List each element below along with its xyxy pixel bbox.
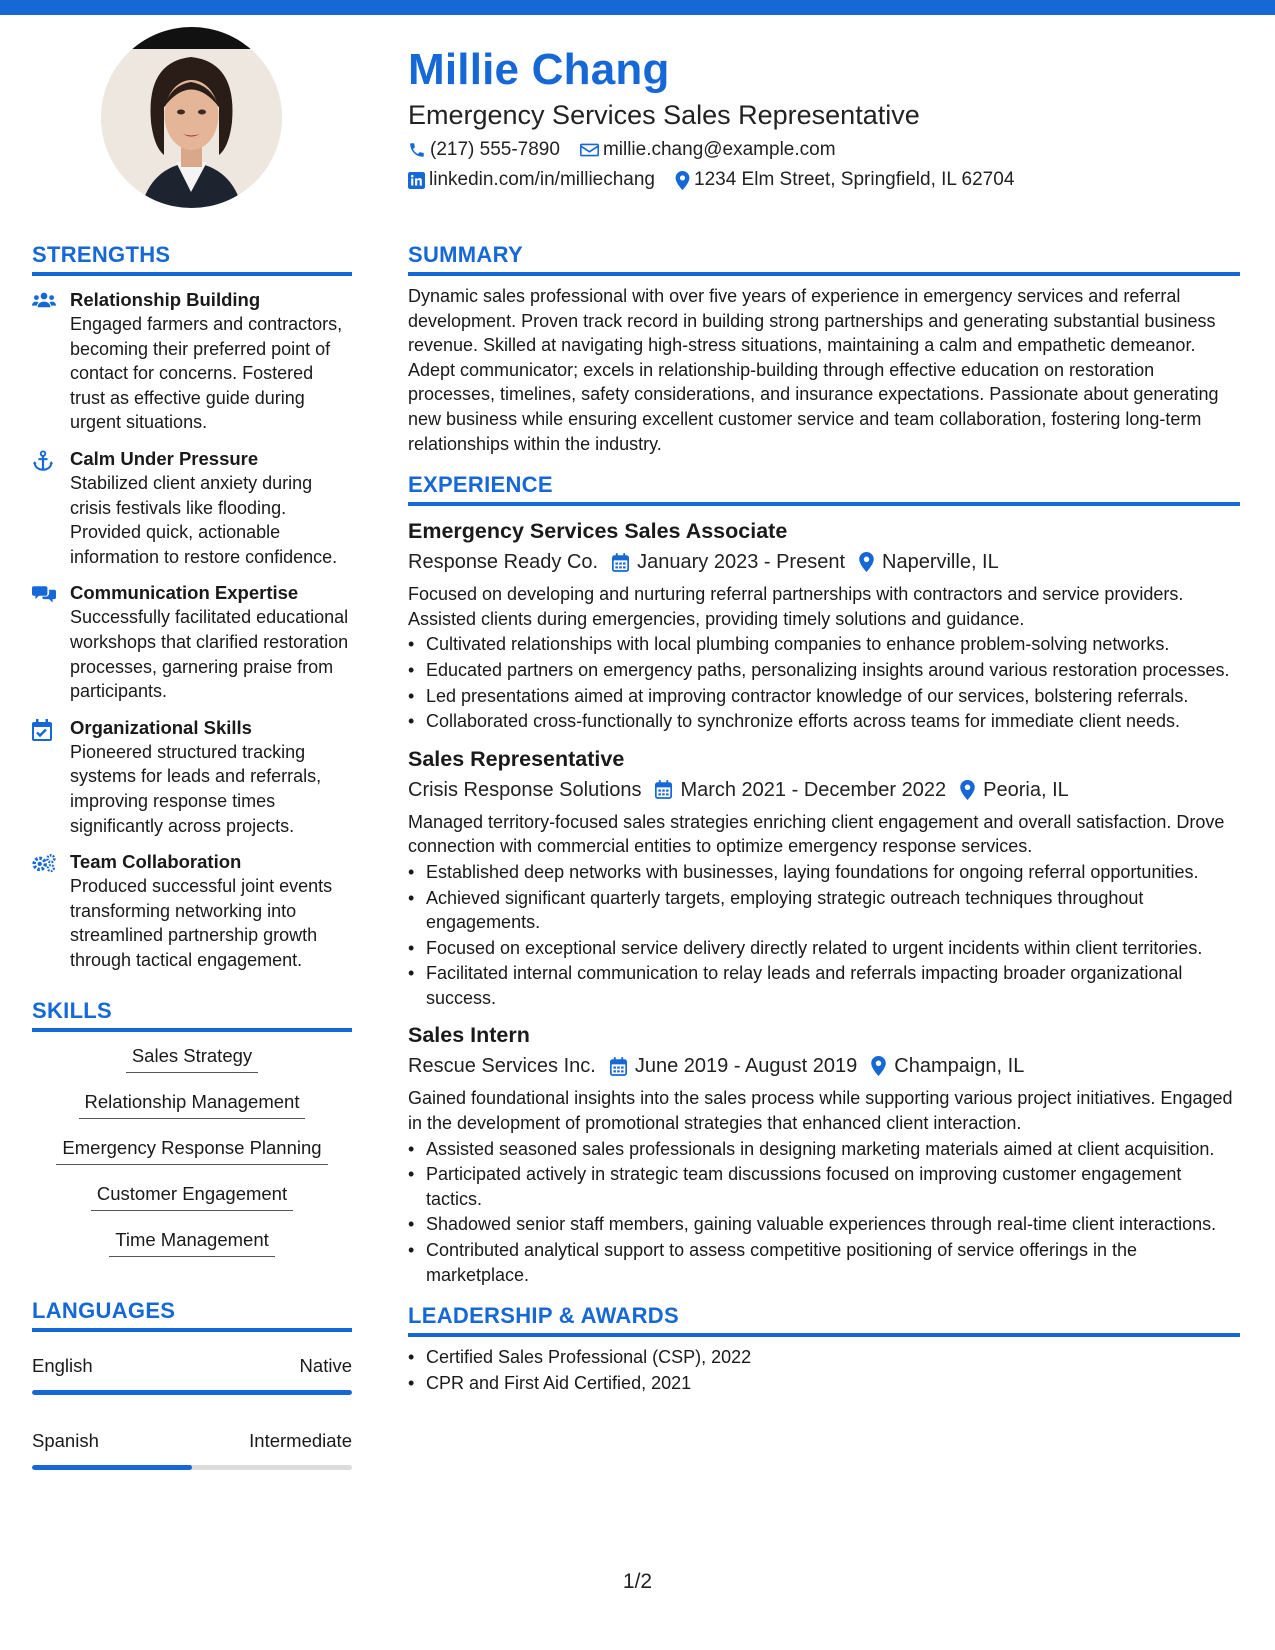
strength-title: Communication Expertise xyxy=(70,582,299,604)
job-bullet: • Participated actively in strategic team discussions focused on improving customer engagement tactics. xyxy=(408,1162,1240,1211)
users-icon xyxy=(32,291,56,309)
contact-phone[interactable] xyxy=(408,139,560,161)
anchor-icon xyxy=(32,450,54,472)
strength-title: Calm Under Pressure xyxy=(70,447,259,469)
job-bullet: • Cultivated relationships with local plumbing companies to enhance problem-solving networks. xyxy=(408,632,1240,657)
job-company: Response Ready Co. xyxy=(408,551,599,574)
language-level: Intermediate xyxy=(249,1430,352,1452)
strength-title: Relationship Building xyxy=(70,289,261,310)
language-name: Spanish xyxy=(32,1430,99,1452)
job-entry xyxy=(408,516,1240,734)
contact-address xyxy=(675,169,1014,191)
strength-desc: Successfully facilitated educational workshops that clarified restoration processes, garnering praise from participants. xyxy=(70,607,349,702)
job-bullets xyxy=(408,1137,1240,1288)
language-bar-fill xyxy=(32,1465,192,1470)
contact-email[interactable] xyxy=(580,139,836,161)
strength-desc: Produced successful joint events transforming networking into streamlined partnership growth through tactical engagement. xyxy=(70,876,333,970)
strength-item xyxy=(32,581,352,703)
languages-rule xyxy=(32,1328,352,1332)
linkedin-text: linkedin.com/in/milliechang xyxy=(429,169,655,190)
email-text: millie.chang@example.com xyxy=(602,139,836,160)
award-item: • CPR and First Aid Certified, 2021 xyxy=(408,1371,1240,1396)
strength-item xyxy=(32,447,352,569)
profile-photo xyxy=(101,27,282,208)
language-bar xyxy=(32,1465,352,1470)
page-number: 1/2 xyxy=(622,1570,653,1593)
job-description: Managed territory-focused sales strategies enriching client engagement and overall satisfaction. Drove connection with commercial entities to optimize emergency response services. xyxy=(408,811,1225,857)
language-bar xyxy=(32,1390,352,1395)
top-accent-bar xyxy=(0,0,1275,15)
calendar-icon xyxy=(610,1057,627,1076)
contact-row-2 xyxy=(408,164,1238,196)
phone-icon xyxy=(408,141,426,159)
chat-bubbles-icon xyxy=(32,584,56,604)
strength-item xyxy=(32,288,352,435)
job-bullet: • Assisted seasoned sales professionals in designing marketing materials aimed at client acquisition. xyxy=(408,1137,1240,1162)
job-title: Sales Representative xyxy=(408,746,625,771)
candidate-title: Emergency Services Sales Representative xyxy=(408,100,920,130)
experience-heading: EXPERIENCE xyxy=(408,472,553,498)
job-bullet: • Led presentations aimed at improving contractor knowledge of our services, bolstering referrals. xyxy=(408,684,1240,709)
job-location: Peoria, IL xyxy=(983,778,1069,801)
job-title: Sales Intern xyxy=(408,1023,530,1048)
envelope-icon xyxy=(580,142,599,158)
job-bullet: • Facilitated internal communication to relay leads and referrals impacting broader organizational success. xyxy=(408,961,1240,1010)
map-pin-icon xyxy=(871,1056,886,1076)
job-description: Gained foundational insights into the sales process while supporting various project initiatives. Engaged in the development of promotional strategies that enhanced client interaction. xyxy=(408,1088,1233,1134)
right-column xyxy=(408,240,1240,1396)
language-bar-fill xyxy=(32,1390,352,1395)
skills-list xyxy=(32,1044,352,1274)
language-name: English xyxy=(32,1355,93,1377)
job-entry xyxy=(408,1020,1240,1287)
map-pin-icon xyxy=(859,552,874,572)
strengths-rule xyxy=(32,272,352,276)
strengths-heading: STRENGTHS xyxy=(32,242,171,267)
job-meta xyxy=(408,1050,1240,1082)
map-pin-icon xyxy=(960,780,975,800)
strength-desc: Pioneered structured tracking systems for leads and referrals, improving response times significantly across projects. xyxy=(70,741,322,836)
job-entry xyxy=(408,744,1240,1011)
job-company: Rescue Services Inc. xyxy=(408,1055,596,1078)
summary-heading: SUMMARY xyxy=(408,242,523,267)
job-location: Champaign, IL xyxy=(894,1055,1025,1078)
job-location: Naperville, IL xyxy=(882,551,999,574)
job-bullets xyxy=(408,860,1240,1011)
strength-desc: Engaged farmers and contractors, becoming their preferred point of contact for concerns. Fostered trust as effective guide during urgent situations. xyxy=(70,314,343,433)
job-bullet: • Educated partners on emergency paths, personalizing insights around various restoration processes. xyxy=(408,658,1240,683)
language-row xyxy=(32,1429,352,1453)
award-item: • Certified Sales Professional (CSP), 2022 xyxy=(408,1345,1240,1370)
job-bullets xyxy=(408,632,1240,733)
job-bullet: • Established deep networks with businesses, laying foundations for ongoing referral opportunities. xyxy=(408,860,1240,885)
contact-row-1 xyxy=(408,134,1238,166)
job-title: Emergency Services Sales Associate xyxy=(408,519,788,544)
job-meta xyxy=(408,546,1240,578)
linkedin-icon xyxy=(408,172,425,189)
job-dates: June 2019 - August 2019 xyxy=(634,1055,858,1078)
languages-list xyxy=(32,1354,352,1470)
skill-tag: Emergency Response Planning xyxy=(56,1136,327,1165)
awards-list xyxy=(408,1345,1240,1395)
skill-tag: Sales Strategy xyxy=(126,1044,258,1073)
awards-rule xyxy=(408,1333,1240,1337)
strength-desc: Stabilized client anxiety during crisis festivals like flooding. Provided quick, actionable information to restore confidence. xyxy=(70,472,338,567)
language-row xyxy=(32,1354,352,1378)
map-pin-icon xyxy=(675,171,690,190)
calendar-icon xyxy=(655,780,672,799)
job-bullet: • Shadowed senior staff members, gaining valuable experiences through real-time client interactions. xyxy=(408,1212,1240,1237)
strength-title: Organizational Skills xyxy=(70,716,252,738)
job-bullet: • Achieved significant quarterly targets, employing strategic outreach techniques throughout engagements. xyxy=(408,886,1240,935)
job-dates: March 2021 - December 2022 xyxy=(680,778,947,801)
summary-rule xyxy=(408,272,1240,276)
job-meta xyxy=(408,774,1240,806)
language-level: Native xyxy=(299,1355,352,1377)
experience-rule xyxy=(408,502,1240,506)
job-description: Focused on developing and nurturing referral partnerships with contractors and service providers. Assisted clients during emergencies, providing timely solutions and guidance. xyxy=(408,584,1184,629)
skill-tag: Time Management xyxy=(109,1228,275,1257)
job-bullet: • Focused on exceptional service delivery directly related to urgent incidents within client territories. xyxy=(408,936,1240,961)
job-dates: January 2023 - Present xyxy=(637,551,846,574)
calendar-check-icon xyxy=(32,719,52,741)
skill-tag: Customer Engagement xyxy=(91,1182,293,1211)
job-bullet: • Collaborated cross-functionally to synchronize efforts across teams for immediate client needs. xyxy=(408,709,1240,734)
skill-tag: Relationship Management xyxy=(79,1090,306,1119)
phone-text: (217) 555-7890 xyxy=(430,139,560,160)
candidate-name: Millie Chang xyxy=(408,45,670,94)
job-bullet: • Contributed analytical support to assess competitive positioning of service offerings in the marketplace. xyxy=(408,1238,1240,1287)
skills-rule xyxy=(32,1028,352,1032)
skills-heading: SKILLS xyxy=(32,998,113,1024)
resume-header xyxy=(408,42,1238,196)
left-column xyxy=(32,240,352,1504)
gears-icon xyxy=(32,853,56,873)
job-company: Crisis Response Solutions xyxy=(408,778,642,801)
summary-text: Dynamic sales professional with over five years of experience in emergency services and referral development. Proven track record in building strong partnerships and generating substantial business revenue. Skilled at navigating high-stress situations, maintaining a calm and empathetic demeanor. Adept communicator; excels in relationship-building through effective education on restoration processes, timelines, safety considerations, and insurance expectations. Passionate about generating new business while ensuring excellent customer service and team collaboration, fostering long-term relationships within the industry. xyxy=(408,286,1219,454)
address-text: 1234 Elm Street, Springfield, IL 62704 xyxy=(694,169,1015,190)
awards-heading: LEADERSHIP & AWARDS xyxy=(408,1303,679,1329)
strength-item xyxy=(32,850,352,972)
contact-linkedin[interactable] xyxy=(408,169,655,191)
languages-heading: LANGUAGES xyxy=(32,1298,176,1324)
strength-item xyxy=(32,716,352,838)
strength-title: Team Collaboration xyxy=(70,851,242,873)
calendar-icon xyxy=(612,553,629,572)
